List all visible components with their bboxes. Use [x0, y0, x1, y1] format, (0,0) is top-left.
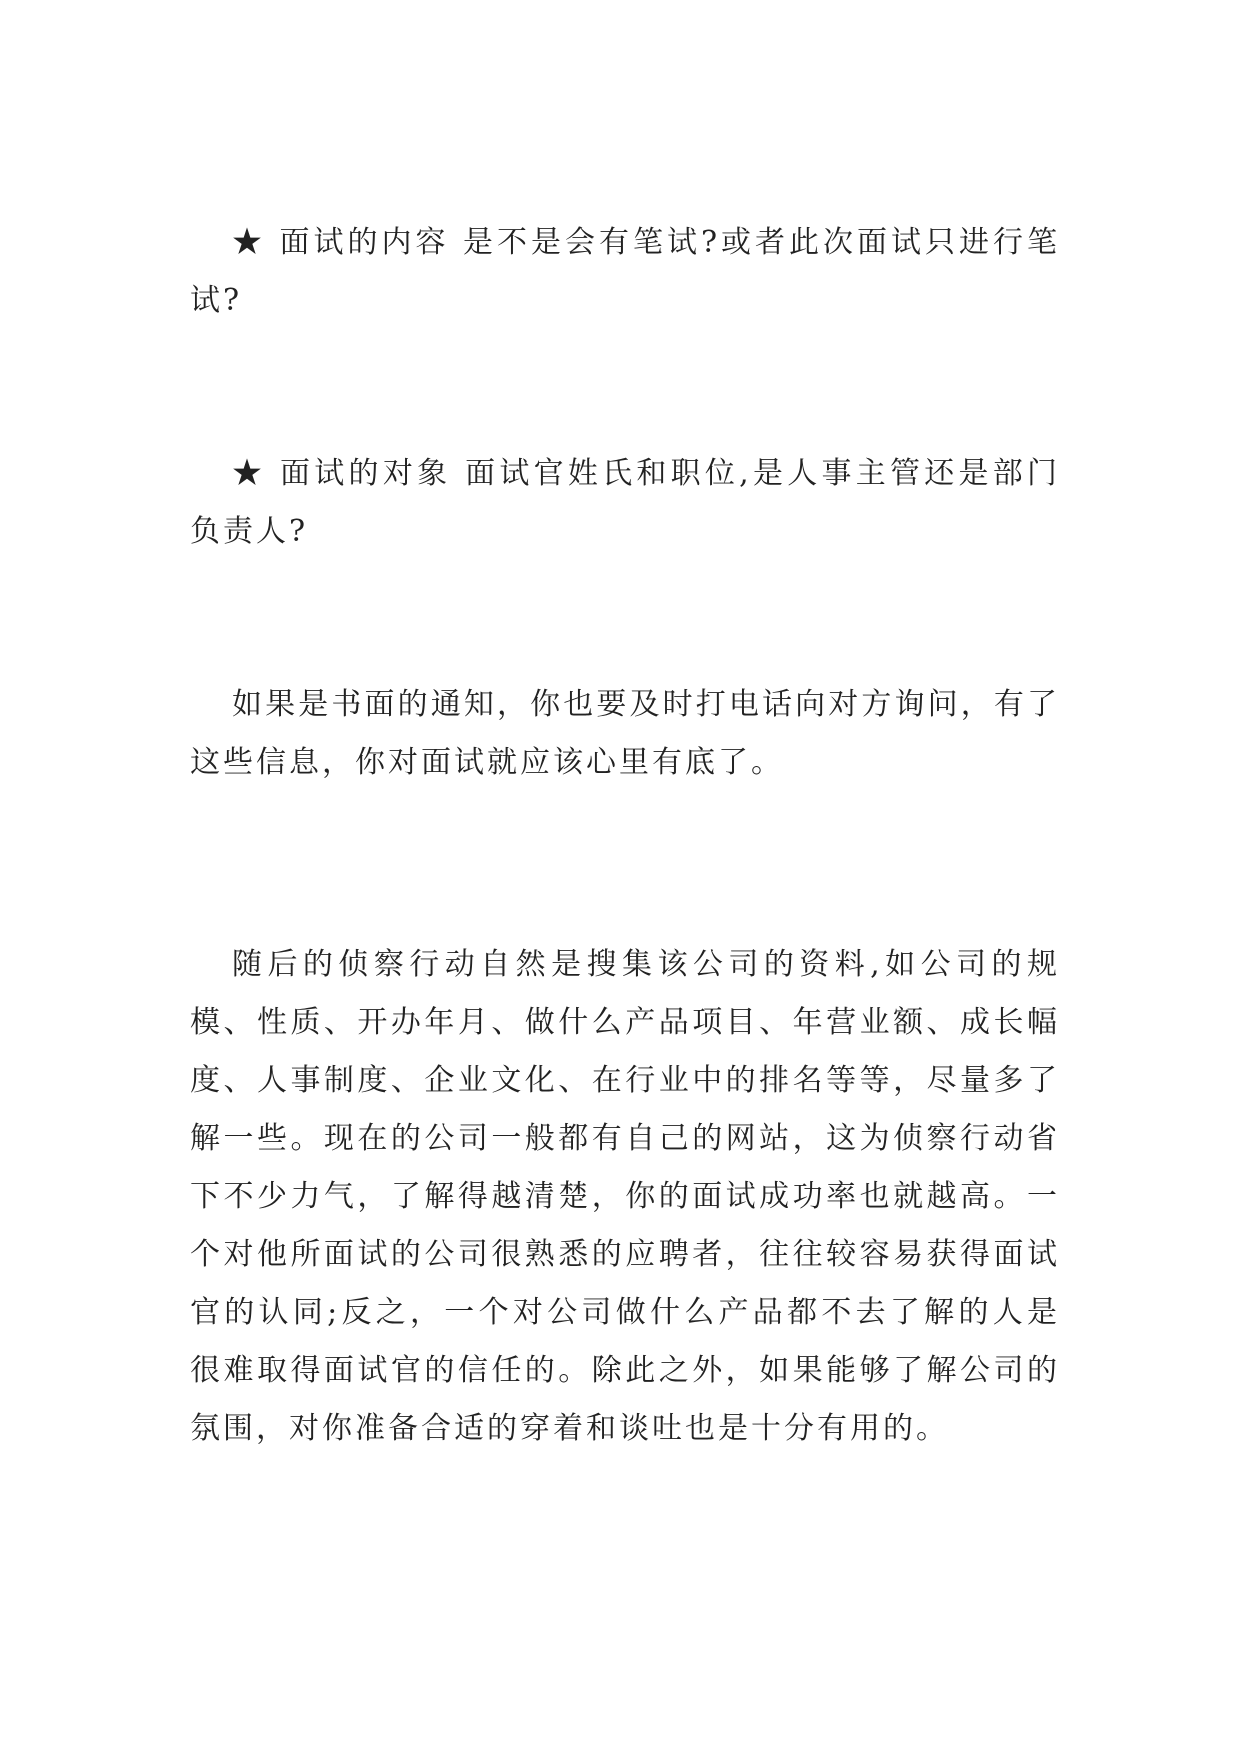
paragraph-interviewer: ★ 面试的对象 面试官姓氏和职位,是人事主管还是部门负责人? — [190, 456, 1060, 549]
paragraph-written-notice: 如果是书面的通知，你也要及时打电话向对方询问，有了这些信息，你对面试就应该心里有底了。 — [190, 687, 1060, 780]
paragraph-company-research: 随后的侦察行动自然是搜集该公司的资料,如公司的规模、性质、开办年月、做什么产品项目、年营业额、成长幅度、人事制度、企业文化、在行业中的排名等等，尽量多了解一些。现在的公司一般都有自己的网站，这为侦察行动省下不少力气，了解得越清楚，你的面试成功率也就越高。一个对他所面试的公司很熟悉的应聘者，往往较容易获得面试官的认同;反之，一个对公司做什么产品都不去了解的人是很难取得面试官的信任的。除此之外，如果能够了解公司的氛围，对你准备合适的穿着和谈吐也是十分有用的。 — [190, 947, 1060, 1446]
paragraph-interview-content: ★ 面试的内容 是不是会有笔试?或者此次面试只进行笔试? — [190, 225, 1060, 318]
